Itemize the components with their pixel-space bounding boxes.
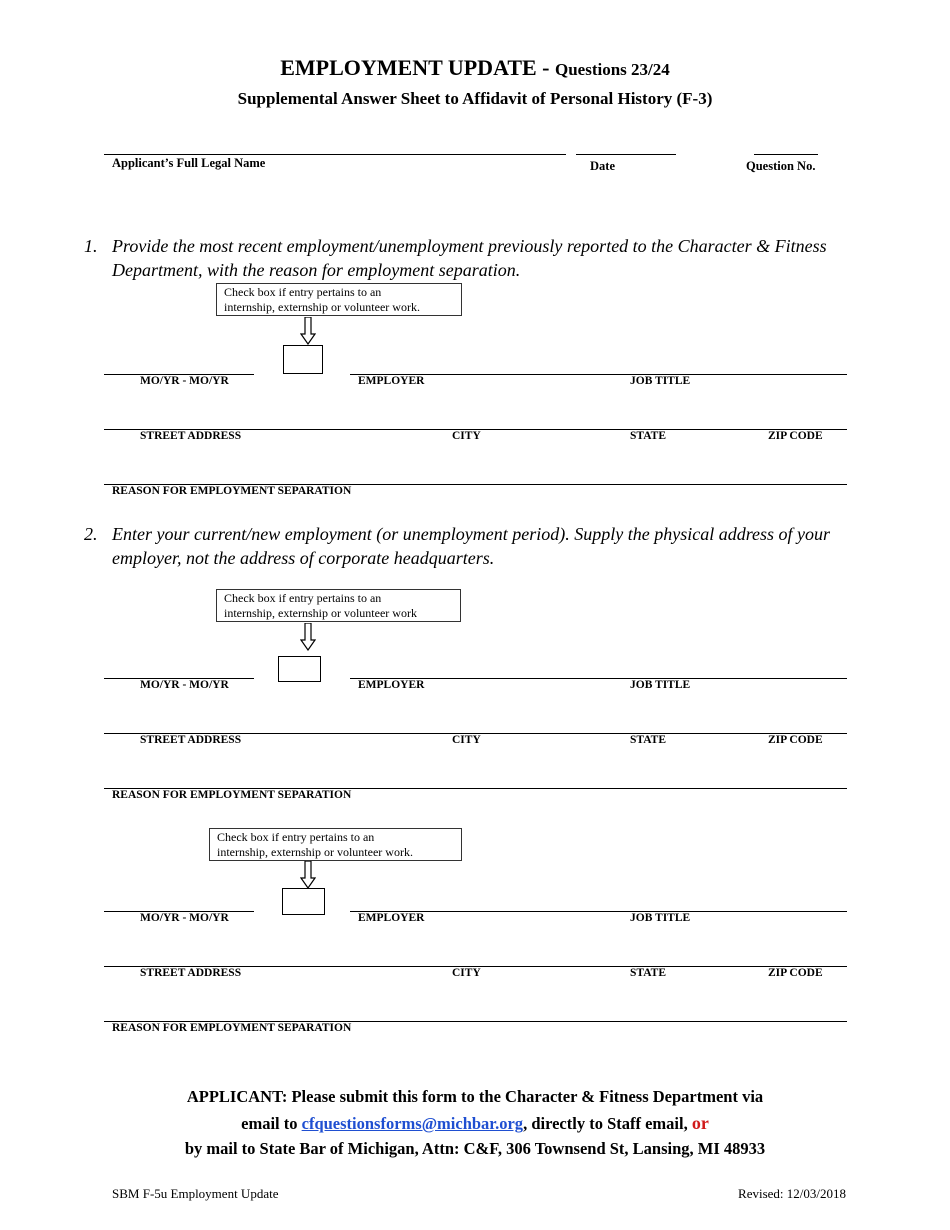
internship-note: Check box if entry pertains to an internship, externship or volunteer work. (209, 828, 462, 861)
zip-label: ZIP CODE (768, 734, 823, 746)
down-arrow-icon (300, 317, 316, 345)
internship-checkbox[interactable] (283, 345, 323, 374)
question-no-label: Question No. (746, 159, 816, 173)
reason-label: REASON FOR EMPLOYMENT SEPARATION (112, 1022, 352, 1034)
employer-job-field[interactable] (350, 678, 847, 679)
applicant-name-label: Applicant’s Full Legal Name (112, 156, 266, 170)
submission-line-2: email to cfquestionsforms@michbar.org, directly to Staff email, or (241, 1113, 709, 1133)
question-2 (84, 522, 884, 570)
city-label: CITY (452, 967, 481, 979)
dates-label: MO/YR - MO/YR (140, 375, 229, 387)
down-arrow-icon (300, 861, 316, 889)
state-label: STATE (630, 734, 667, 746)
title-questions: Questions 23/24 (555, 60, 670, 79)
job-title-label: JOB TITLE (630, 375, 691, 387)
street-label: STREET ADDRESS (140, 734, 242, 746)
form-id: SBM F-5u Employment Update (112, 1186, 279, 1201)
or-text: or (691, 1113, 709, 1133)
state-label: STATE (630, 967, 667, 979)
internship-note: Check box if entry pertains to an internship, externship or volunteer work (216, 589, 461, 622)
internship-note: Check box if entry pertains to an internship, externship or volunteer work. (216, 283, 462, 316)
zip-label: ZIP CODE (768, 967, 823, 979)
title-main: EMPLOYMENT UPDATE - (280, 55, 555, 80)
question-2-number: 2. (84, 524, 98, 544)
employer-job-field[interactable] (350, 911, 847, 912)
zip-label: ZIP CODE (768, 430, 823, 442)
question-number-field[interactable] (754, 154, 818, 155)
question-1-number: 1. (84, 236, 98, 256)
job-title-label: JOB TITLE (630, 912, 691, 924)
date-label: Date (590, 159, 615, 173)
employer-job-field[interactable] (350, 374, 847, 375)
city-label: CITY (452, 430, 481, 442)
date-field[interactable] (576, 154, 676, 155)
reason-label: REASON FOR EMPLOYMENT SEPARATION (112, 789, 352, 801)
internship-checkbox[interactable] (278, 656, 321, 682)
applicant-name-field[interactable] (104, 154, 566, 155)
page-subtitle: Supplemental Answer Sheet to Affidavit of Personal History (F-3) (237, 89, 713, 108)
city-label: CITY (452, 734, 481, 746)
email-link[interactable]: cfquestionsforms@michbar.org (301, 1114, 524, 1133)
dates-label: MO/YR - MO/YR (140, 679, 229, 691)
revised-date: Revised: 12/03/2018 (738, 1186, 846, 1201)
question-1-text: Provide the most recent employment/unemployment previously reported to the Character & Fitness Department, with the reason for employment separation. (112, 236, 827, 280)
submission-line-1: APPLICANT: Please submit this form to the Character & Fitness Department via (186, 1087, 764, 1106)
street-label: STREET ADDRESS (140, 430, 242, 442)
submission-line-3: by mail to State Bar of Michigan, Attn: C&F, 306 Townsend St, Lansing, MI 48933 (184, 1139, 766, 1158)
internship-checkbox[interactable] (282, 888, 325, 915)
employer-label: EMPLOYER (358, 375, 425, 387)
state-label: STATE (630, 430, 667, 442)
dates-label: MO/YR - MO/YR (140, 912, 229, 924)
question-2-text: Enter your current/new employment (or unemployment period). Supply the physical address of your employer, not the address of corporate headquarters. (112, 524, 831, 568)
employer-label: EMPLOYER (358, 679, 425, 691)
page-title (0, 55, 950, 81)
employer-label: EMPLOYER (358, 912, 425, 924)
reason-label: REASON FOR EMPLOYMENT SEPARATION (112, 485, 352, 497)
question-1 (84, 234, 884, 282)
street-label: STREET ADDRESS (140, 967, 242, 979)
job-title-label: JOB TITLE (630, 679, 691, 691)
down-arrow-icon (300, 623, 316, 651)
